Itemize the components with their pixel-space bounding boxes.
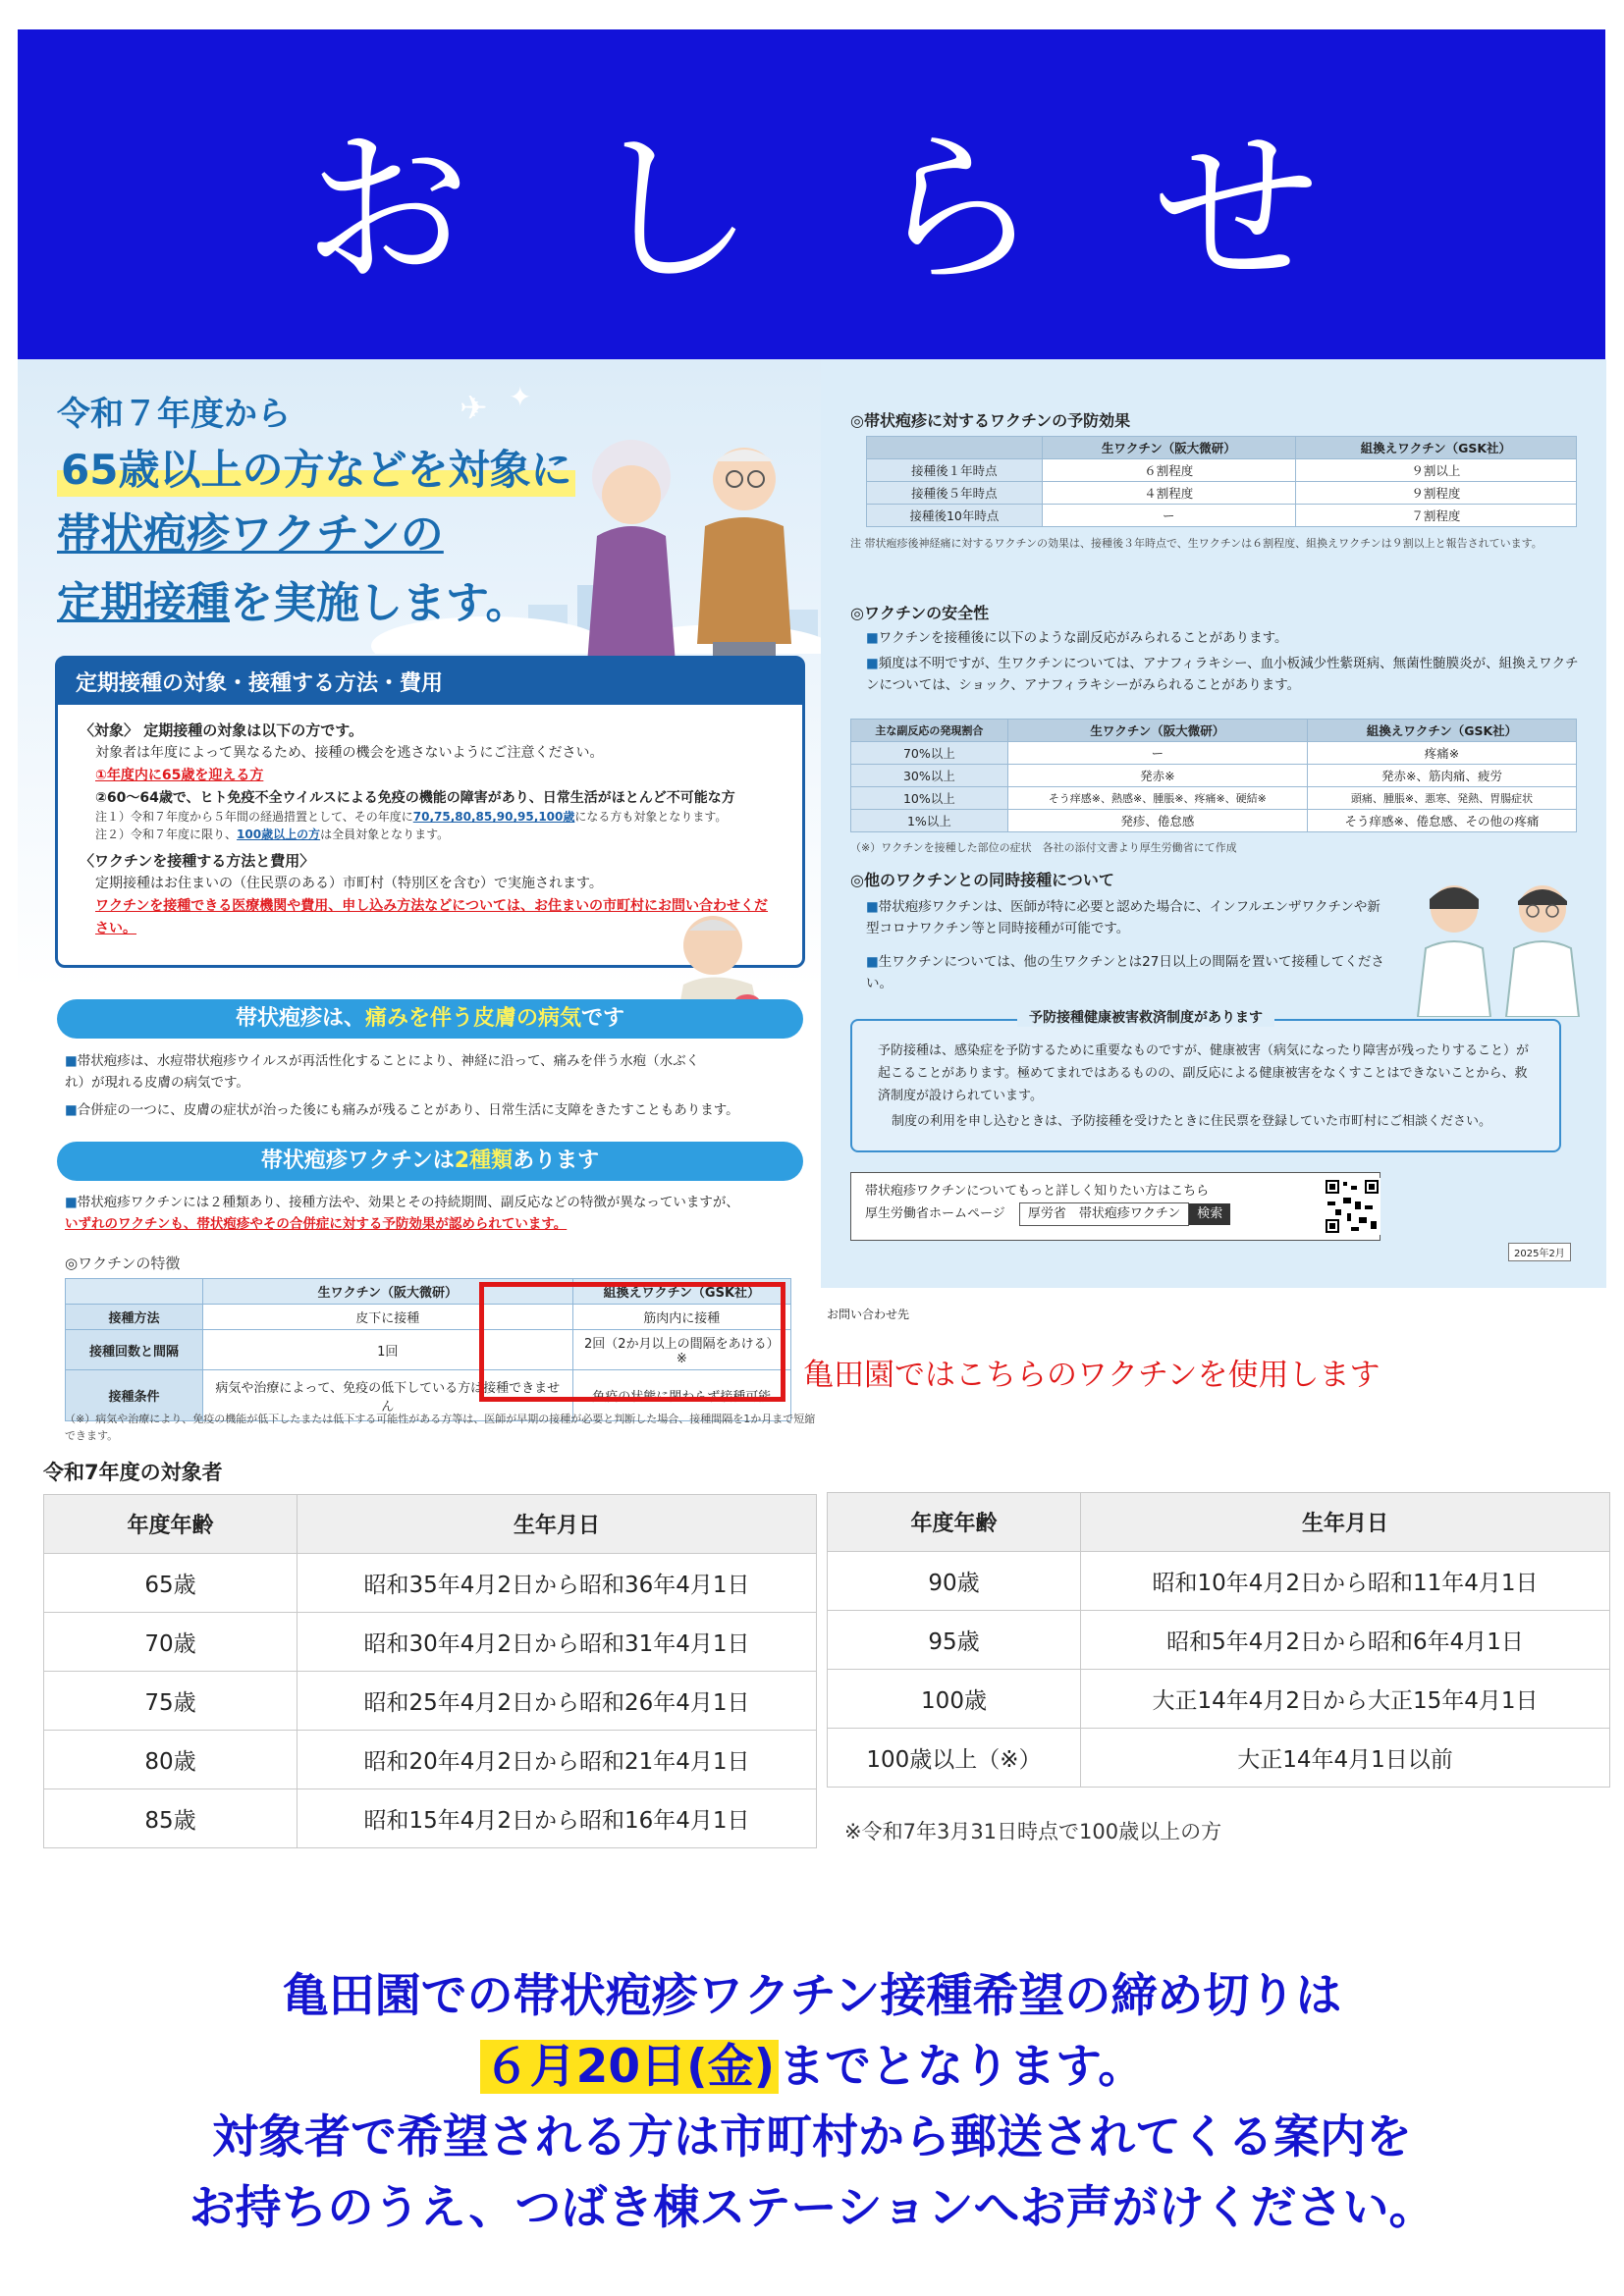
effect-header: 生ワクチン（阪大微研） [1042,437,1295,459]
se-cell: 発赤※ [1007,765,1307,787]
doctors-illustration [1400,870,1597,1017]
se-row-label: 1%以上 [851,810,1008,832]
hero-line-2: 65歳以上の方などを対象に [57,438,575,497]
disease-bar-post: です [581,1006,625,1031]
age-cell: 90歳 [828,1552,1081,1611]
eligibility-table-right [827,1492,1610,1788]
bird-icon: ✈ [460,389,488,428]
method-inquiry-note: ワクチンを接種できる医療機関や費用、申し込み方法などについては、お住まいの市町村にお問い合わせください。 [95,898,769,936]
hero-line-1: 令和７年度から [57,395,291,434]
hero-line-3: 帯状疱疹ワクチンの [57,509,444,560]
mhlw-line-2 [865,1202,1366,1226]
safety-title: ◎ワクチンの安全性 [850,604,990,622]
types-paragraph [65,1192,821,1236]
bullet-square-icon: ■ [65,1053,78,1069]
feat-row-label: 接種条件 [66,1370,203,1421]
bird-icon: ✦ [509,381,532,413]
note-1-pre: 注１）令和７年度から５年間の経過措置として、その年度に [95,810,413,825]
effect-table [866,436,1577,527]
bullet-square-icon: ■ [866,954,879,970]
feat-cell: 皮下に接種 [203,1305,573,1330]
deadline-date: ６月20日(金) [480,2040,779,2094]
effect-note: 注 帯状疱疹後神経痛に対するワクチンの効果は、接種後３年時点で、生ワクチンは６割程度、組換えワクチンは９割以上と報告されています。 [850,537,1543,550]
method-description: 定期接種はお住まいの（住民票のある）市町村（特別区を含む）で実施されます。 [95,876,603,892]
effect-cell: ９割程度 [1295,482,1576,505]
birthdate-header: 生年月日 [298,1495,817,1554]
bullet-square-icon: ■ [866,656,879,671]
disease-bar-highlight: 痛みを伴う皮膚の病気 [364,1006,581,1031]
se-cell: ー [1007,742,1307,765]
bullet-square-icon: ■ [65,1195,78,1210]
types-section-bar [57,1142,803,1181]
birthdate-cell: 昭和25年4月2日から昭和26年4月1日 [298,1672,817,1731]
age-cell: 65歳 [44,1554,298,1613]
effect-cell: ７割程度 [1295,505,1576,527]
simultaneous-text-1: 帯状疱疹ワクチンは、医師が特に必要と認めた場合に、インフルエンザワクチンや新型コロナワクチン等と同時接種が可能です。 [866,899,1380,936]
birthdate-cell: 昭和30年4月2日から昭和31年4月1日 [298,1613,817,1672]
eligibility-title: 令和7年度の対象者 [43,1461,223,1484]
se-cell: 頭痛、腫脹※、悪寒、発熱、胃腸症状 [1308,787,1577,810]
feat-header-blank [66,1279,203,1305]
target-item-1: ①年度内に65歳を迎える方 [95,767,264,783]
mhlw-info-box [850,1172,1380,1241]
safety-text-2: 頻度は不明ですが、生ワクチンについては、アナフィラキシー、血小板減少性紫斑病、無菌性髄膜炎が、組換えワクチンについては、ショック、アナフィラキシーがみられることがあります。 [866,656,1579,693]
feat-row-label: 接種回数と間隔 [66,1330,203,1370]
effect-row-label: 接種後１年時点 [867,459,1043,482]
issue-date-tag: 2025年2月 [1508,1243,1571,1261]
se-cell: そう痒感※、熱感※、腫脹※、疼痛※、硬結※ [1007,787,1307,810]
age-header: 年度年齢 [828,1493,1081,1552]
effect-header [867,437,1043,459]
simultaneous-paragraph-1 [866,897,1386,939]
feat-cell: 免疫の状態に関わらず接種可能 [572,1370,790,1421]
se-header: 生ワクチン（阪大微研） [1007,720,1307,742]
age-cell: 75歳 [44,1672,298,1731]
hero-line-4 [57,567,528,630]
relief-system-box [850,1019,1561,1152]
mhlw-label: 厚生労働省ホームページ [865,1206,1005,1222]
disease-section-bar [57,999,803,1039]
birthdate-cell: 昭和20年4月2日から昭和21年4月1日 [298,1731,817,1789]
inquiry-label: お問い合わせ先 [827,1308,910,1321]
se-row-label: 70%以上 [851,742,1008,765]
types-text: 帯状疱疹ワクチンには２種類あり、接種方法や、効果とその持続期間、副反応などの特徴が異なっていますが、 [77,1195,739,1210]
target-item-2: ②60～64歳で、ヒト免疫不全ウイルスによる免疫の機能の障害があり、日常生活がほとんど不可能な方 [95,789,735,806]
bullet-square-icon: ■ [866,899,879,915]
note-2-post: は全員対象となります。 [320,827,450,841]
flyer-right-panel [821,359,1606,1288]
bullet-square-icon: ■ [65,1102,78,1118]
se-header: 組換えワクチン（GSK社） [1308,720,1577,742]
bullet-square-icon: ■ [866,630,879,646]
birthdate-cell: 昭和35年4月2日から昭和36年4月1日 [298,1554,817,1613]
relief-text-2: 制度の利用を申し込むときは、予防接種を受けたときに住民票を登録していた市町村にご相談ください。 [892,1114,1492,1130]
age-cell: 95歳 [828,1611,1081,1670]
age-cell: 85歳 [44,1789,298,1848]
note-2-pre: 注２）令和７年度に限り、 [95,827,238,841]
se-row-label: 30%以上 [851,765,1008,787]
target-note-1 [80,809,781,826]
birthdate-cell: 大正14年4月2日から大正15年4月1日 [1081,1670,1610,1729]
deadline-line-2 [0,2030,1624,2096]
feat-cell: 1回 [203,1330,573,1370]
eligibility-note: ※令和7年3月31日時点で100歳以上の方 [844,1820,1222,1843]
age-cell: 70歳 [44,1613,298,1672]
simultaneous-text-2: 生ワクチンについては、他の生ワクチンとは27日以上の間隔を置いて接種してください。 [866,954,1384,991]
effect-cell: ４割程度 [1042,482,1295,505]
deadline-line-2-rest: までとなります。 [779,2040,1145,2094]
se-cell: 発疹、倦怠感 [1007,810,1307,832]
features-footnote: （※）病気や治療により、免疫の機能が低下したまたは低下する可能性がある方等は、医師が早期の接種が必要と判断した場合、接種間隔を1か月まで短縮できます。 [65,1413,816,1442]
note-2-highlight: 100歳以上の方 [237,827,321,841]
simultaneous-title: ◎他のワクチンとの同時接種について [850,871,1114,889]
birthdate-cell: 大正14年4月1日以前 [1081,1729,1610,1788]
safety-text-1: ワクチンを接種後に以下のような副反応がみられることがあります。 [878,630,1288,646]
target-note-2 [80,827,781,843]
effect-cell: ６割程度 [1042,459,1295,482]
age-header: 年度年齢 [44,1495,298,1554]
age-cell: 80歳 [44,1731,298,1789]
eligibility-table-left [43,1494,817,1848]
se-row-label: 10%以上 [851,787,1008,810]
effect-row-label: 接種後５年時点 [867,482,1043,505]
feat-row-label: 接種方法 [66,1305,203,1330]
effect-row-label: 接種後10年時点 [867,505,1043,527]
target-description: 対象者は年度によって異なるため、接種の機会を逃さないようにご注意ください。 [95,745,604,762]
disease-paragraph-2 [65,1099,821,1121]
types-bar-pre: 帯状疱疹ワクチンは [260,1148,455,1173]
highlight-box [479,1282,785,1402]
instruction-line-1: 対象者で希望される方は市町村から郵送されてくる案内を [212,2110,1412,2164]
simultaneous-paragraph-2 [866,952,1386,994]
birthdate-cell: 昭和15年4月2日から昭和16年4月1日 [298,1789,817,1848]
relief-title: 予防接種健康被害救済制度があります [1017,1007,1274,1027]
side-effects-table [850,719,1577,832]
safety-paragraph-1 [866,628,1583,650]
features-title: ◎ワクチンの特徴 [65,1255,181,1272]
age-cell: 100歳以上（※） [828,1729,1081,1788]
feat-cell: 病気や治療によって、免疫の低下している方は接種できません [203,1370,573,1421]
feat-cell: 筋肉内に接種 [572,1305,790,1330]
effect-header: 組換えワクチン（GSK社） [1295,437,1576,459]
birthdate-cell: 昭和10年4月2日から昭和11年4月1日 [1081,1552,1610,1611]
feat-header-recombinant: 組換えワクチン（GSK社） [572,1279,790,1305]
age-cell: 100歳 [828,1670,1081,1729]
mhlw-search-button: 検索 [1189,1203,1230,1225]
facility-callout: 亀田園ではこちらのワクチンを使用します [803,1358,1380,1393]
box-heading: 定期接種の対象・接種する方法・費用 [58,659,802,705]
se-cell: 疼痛※ [1308,742,1577,765]
qr-code-icon [1324,1178,1380,1235]
se-cell: そう痒感※、倦怠感、その他の疼痛 [1308,810,1577,832]
relief-text-1: 予防接種は、感染症を予防するために重要なものですが、健康被害（病気になったり障害が残ったりすること）が起こることがあります。極めてまれではあるものの、副反応による健康被害をなくすことはできないことから、救済制度が設けられています。 [878,1043,1530,1103]
note-1-post: になる方も対象となります。 [574,810,728,825]
se-cell: 発赤※、筋肉痛、疲労 [1308,765,1577,787]
effect-cell: ー [1042,505,1295,527]
se-header: 主な副反応の発現割合 [851,720,1008,742]
deadline-line-1: 亀田園での帯状疱疹ワクチン接種希望の締め切りは [282,1969,1342,2023]
instruction-line-2: お持ちのうえ、つばき棟ステーションへお声がけください。 [189,2181,1435,2235]
disease-bar-pre: 帯状疱疹は、 [235,1006,365,1031]
banner-title: おしらせ [303,112,1437,307]
effect-cell: ９割以上 [1295,459,1576,482]
target-heading: 〈対象〉 定期接種の対象は以下の方です。 [80,721,364,739]
safety-paragraph-2 [866,654,1583,696]
mhlw-search-box: 厚労省 帯状疱疹ワクチン [1019,1202,1189,1226]
birthdate-header: 生年月日 [1081,1493,1610,1552]
feat-cell: 2回（2か月以上の間隔をあける）※ [572,1330,790,1370]
types-bar-post: あります [513,1148,600,1173]
effect-title: ◎帯状疱疹に対するワクチンの予防効果 [850,411,1131,430]
method-heading: 〈ワクチンを接種する方法と費用〉 [80,852,315,871]
header-banner [18,29,1605,359]
disease-paragraph-1 [65,1050,713,1095]
types-bar-highlight: 2種類 [454,1148,514,1173]
disease-text-2: 合併症の一つに、皮膚の症状が治った後にも痛みが残ることがあり、日常生活に支障をきたすこともあります。 [77,1102,739,1118]
hero-line-4-underlined: 定期接種 [57,578,230,628]
disease-text-1: 帯状疱疹は、水痘帯状疱疹ウイルスが再活性化することにより、神経に沿って、痛みを伴う水疱（水ぶくれ）が現れる皮膚の病気です。 [65,1053,700,1092]
types-text-red: いずれのワクチンも、帯状疱疹やその合併症に対する予防効果が認められています。 [65,1216,568,1233]
hero-line-4-rest: を実施します。 [230,578,529,628]
birthdate-cell: 昭和5年4月2日から昭和6年4月1日 [1081,1611,1610,1670]
side-effects-note: （※）ワクチンを接種した部位の症状 各社の添付文書より厚生労働省にて作成 [850,841,1237,854]
feat-header-live: 生ワクチン（阪大微研） [203,1279,573,1305]
note-1-ages: 70,75,80,85,90,95,100歳 [412,810,575,825]
mhlw-line-1: 帯状疱疹ワクチンについてもっと詳しく知りたい方はこちら [865,1184,1210,1199]
